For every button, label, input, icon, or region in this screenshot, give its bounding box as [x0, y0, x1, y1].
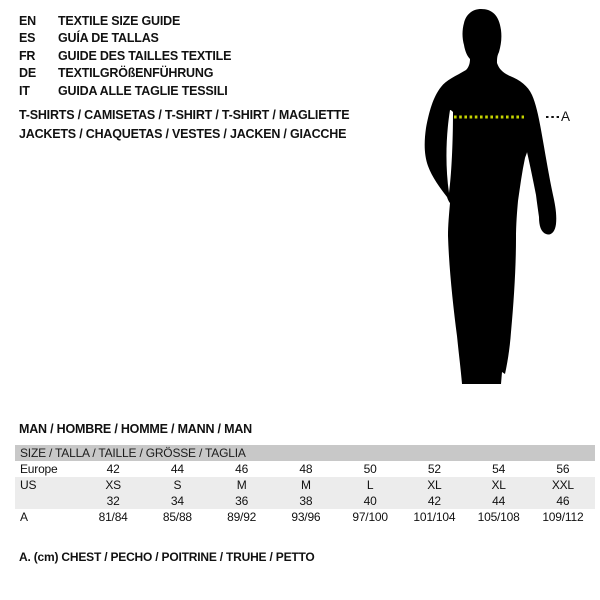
cell: 32 — [106, 494, 120, 508]
language-row — [19, 65, 231, 82]
cell: 38 — [299, 494, 313, 508]
cell: 89/92 — [227, 510, 257, 524]
cell: 46 — [556, 494, 570, 508]
table-row-us — [15, 477, 595, 493]
category-line-jackets: JACKETS / CHAQUETAS / VESTES / JACKEN / GIACCHE — [19, 126, 347, 141]
cell: M — [300, 478, 311, 492]
cell: XL — [491, 478, 506, 492]
cell: 42 — [106, 462, 120, 476]
cell: 105/108 — [477, 510, 520, 524]
cell: 81/84 — [98, 510, 128, 524]
language-row — [19, 13, 231, 30]
man-silhouette-figure — [400, 0, 600, 400]
cell: M — [236, 478, 247, 492]
table-row-europe — [15, 461, 595, 477]
cell: 48 — [299, 462, 313, 476]
table-row-us-numeric — [15, 493, 595, 509]
cell: 40 — [363, 494, 377, 508]
language-list — [19, 13, 231, 100]
row-label: Europe — [20, 462, 58, 476]
measure-footnote: A. (cm) CHEST / PECHO / POITRINE / TRUHE / PETTO — [19, 550, 315, 564]
cell: 93/96 — [291, 510, 321, 524]
cell: L — [366, 478, 374, 492]
garment-categories — [19, 106, 349, 143]
language-title: TEXTILE SIZE GUIDE — [58, 14, 181, 28]
cell: 101/104 — [413, 510, 456, 524]
cell: 56 — [556, 462, 570, 476]
language-code: DE — [19, 66, 36, 81]
cell: 44 — [170, 462, 184, 476]
section-title-man: MAN / HOMBRE / HOMME / MANN / MAN — [19, 422, 252, 436]
language-title: GUÍA DE TALLAS — [58, 31, 159, 46]
language-code: FR — [19, 48, 36, 63]
row-label — [15, 493, 81, 509]
cell: 109/112 — [542, 510, 584, 524]
language-title: GUIDE DES TAILLES TEXTILE — [58, 48, 232, 63]
language-row — [19, 83, 231, 100]
size-table — [15, 445, 595, 525]
cell: 52 — [427, 462, 441, 476]
size-table-header: SIZE / TALLA / TAILLE / GRÖSSE / TAGLIA — [15, 445, 595, 461]
row-label: US — [20, 478, 37, 492]
cell: 54 — [492, 462, 506, 476]
cell: S — [173, 478, 182, 492]
language-code: ES — [19, 31, 36, 46]
cell: 34 — [170, 494, 184, 508]
man-silhouette-icon — [425, 9, 557, 384]
cell: 50 — [363, 462, 377, 476]
category-line-tshirts: T-SHIRTS / CAMISETAS / T-SHIRT / T-SHIRT / MAGLIETTE — [19, 108, 350, 122]
cell: 36 — [235, 494, 249, 508]
cell: 85/88 — [162, 510, 192, 524]
cell: 44 — [492, 494, 506, 508]
language-code: EN — [19, 14, 36, 28]
cell: XXL — [551, 478, 574, 492]
language-code: IT — [19, 83, 30, 98]
row-label: A — [20, 510, 28, 524]
cell: XS — [105, 478, 121, 492]
measure-label-a: A — [561, 109, 570, 124]
language-row — [19, 48, 231, 65]
language-row — [19, 30, 231, 47]
cell: 97/100 — [352, 510, 388, 524]
language-title: GUIDA ALLE TAGLIE TESSILI — [58, 83, 228, 98]
cell: 42 — [427, 494, 441, 508]
language-title: TEXTILGRÖßENFÜHRUNG — [58, 66, 214, 81]
table-row-chest-a — [15, 509, 595, 525]
cell: XL — [427, 478, 442, 492]
cell: 46 — [235, 462, 249, 476]
